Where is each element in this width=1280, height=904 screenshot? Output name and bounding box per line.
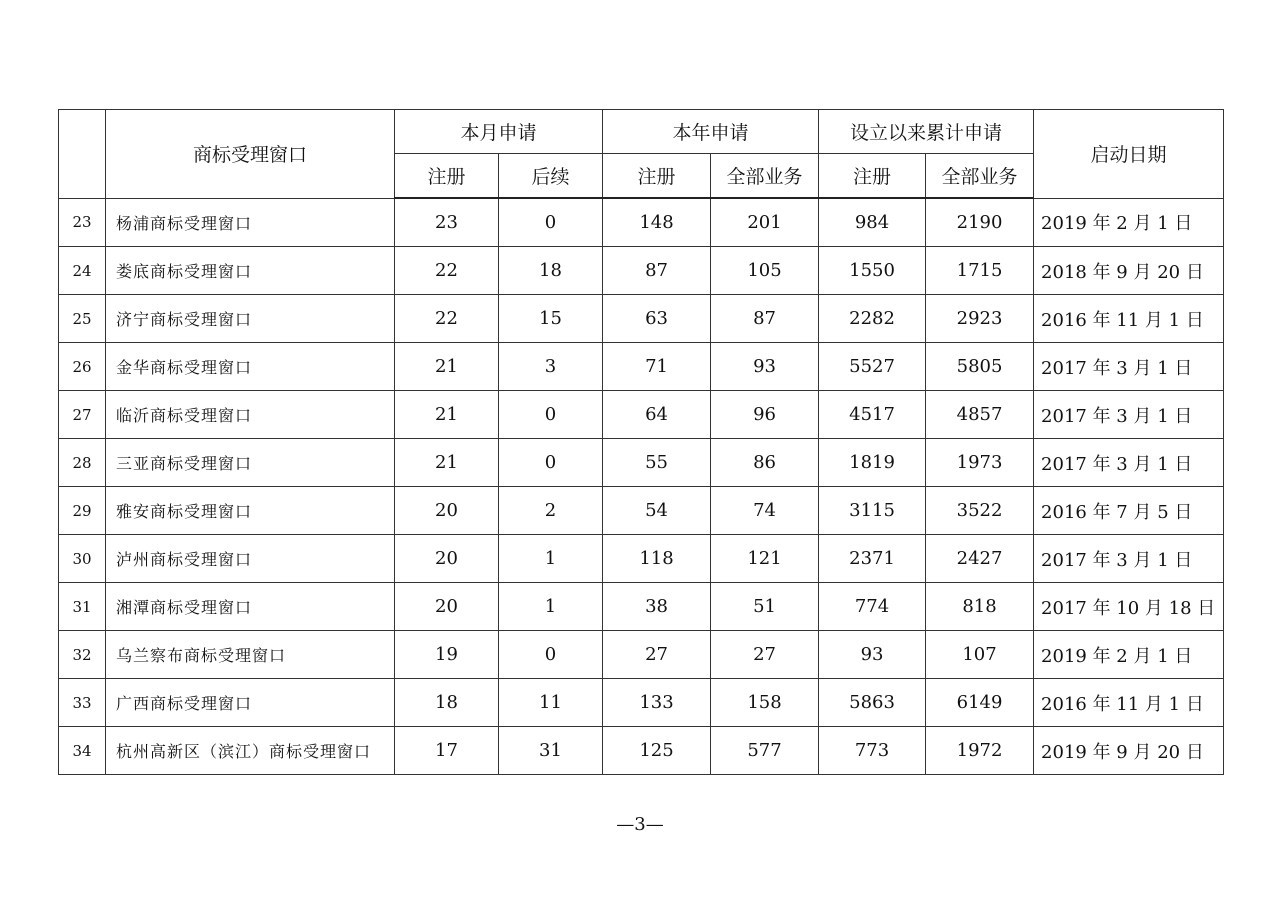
cell-month-register: 20	[395, 487, 499, 535]
cell-cumulative-all: 1973	[926, 439, 1034, 487]
trademark-window-stats-table	[58, 109, 1224, 775]
header-window-name: 商标受理窗口	[106, 110, 395, 199]
cell-cumulative-all: 107	[926, 631, 1034, 679]
cell-index: 34	[59, 727, 106, 775]
cell-start-date: 2016 年 7 月 5 日	[1034, 487, 1224, 535]
cell-start-date: 2017 年 10 月 18 日	[1034, 583, 1224, 631]
table-row	[59, 487, 1224, 535]
cell-year-all: 96	[711, 391, 819, 439]
cell-year-register: 71	[603, 343, 711, 391]
table-row	[59, 535, 1224, 583]
cell-month-followup: 18	[499, 247, 603, 295]
cell-year-all: 51	[711, 583, 819, 631]
cell-window-name: 济宁商标受理窗口	[106, 295, 395, 343]
cell-window-name: 广西商标受理窗口	[106, 679, 395, 727]
cell-cumulative-register: 1819	[819, 439, 926, 487]
cell-month-register: 21	[395, 391, 499, 439]
cell-month-register: 17	[395, 727, 499, 775]
cell-window-name: 湘潭商标受理窗口	[106, 583, 395, 631]
cell-start-date: 2016 年 11 月 1 日	[1034, 679, 1224, 727]
cell-year-register: 133	[603, 679, 711, 727]
cell-cumulative-all: 3522	[926, 487, 1034, 535]
cell-cumulative-all: 1715	[926, 247, 1034, 295]
header-month-applications: 本月申请	[395, 110, 603, 154]
table-row	[59, 295, 1224, 343]
table-row	[59, 391, 1224, 439]
cell-year-all: 158	[711, 679, 819, 727]
cell-month-followup: 31	[499, 727, 603, 775]
cell-index: 31	[59, 583, 106, 631]
cell-year-register: 118	[603, 535, 711, 583]
table-row	[59, 247, 1224, 295]
cell-index: 28	[59, 439, 106, 487]
table-body	[59, 198, 1224, 775]
cell-year-all: 105	[711, 247, 819, 295]
cell-year-register: 38	[603, 583, 711, 631]
cell-month-register: 21	[395, 343, 499, 391]
cell-cumulative-register: 93	[819, 631, 926, 679]
cell-year-register: 87	[603, 247, 711, 295]
cell-cumulative-register: 984	[819, 198, 926, 247]
cell-year-register: 54	[603, 487, 711, 535]
cell-index: 26	[59, 343, 106, 391]
cell-index: 30	[59, 535, 106, 583]
header-cumulative-applications: 设立以来累计申请	[819, 110, 1034, 154]
cell-cumulative-register: 2371	[819, 535, 926, 583]
cell-year-all: 27	[711, 631, 819, 679]
cell-index: 24	[59, 247, 106, 295]
cell-month-register: 22	[395, 247, 499, 295]
cell-year-all: 86	[711, 439, 819, 487]
cell-start-date: 2017 年 3 月 1 日	[1034, 343, 1224, 391]
cell-year-register: 125	[603, 727, 711, 775]
cell-cumulative-all: 5805	[926, 343, 1034, 391]
cell-year-all: 87	[711, 295, 819, 343]
cell-month-register: 18	[395, 679, 499, 727]
cell-month-followup: 15	[499, 295, 603, 343]
cell-cumulative-all: 1972	[926, 727, 1034, 775]
cell-window-name: 杭州高新区（滨江）商标受理窗口	[106, 727, 395, 775]
table-row	[59, 679, 1224, 727]
cell-start-date: 2017 年 3 月 1 日	[1034, 535, 1224, 583]
cell-start-date: 2019 年 2 月 1 日	[1034, 198, 1224, 247]
cell-month-register: 20	[395, 583, 499, 631]
cell-month-register: 19	[395, 631, 499, 679]
cell-start-date: 2017 年 3 月 1 日	[1034, 391, 1224, 439]
cell-start-date: 2019 年 9 月 20 日	[1034, 727, 1224, 775]
cell-month-followup: 11	[499, 679, 603, 727]
cell-month-register: 20	[395, 535, 499, 583]
subheader-cumulative-all: 全部业务	[926, 154, 1034, 199]
cell-cumulative-register: 1550	[819, 247, 926, 295]
cell-cumulative-all: 2923	[926, 295, 1034, 343]
cell-year-register: 55	[603, 439, 711, 487]
cell-cumulative-register: 5863	[819, 679, 926, 727]
cell-month-register: 21	[395, 439, 499, 487]
cell-window-name: 雅安商标受理窗口	[106, 487, 395, 535]
header-row-top	[59, 110, 1224, 154]
table-row	[59, 198, 1224, 247]
cell-cumulative-all: 2190	[926, 198, 1034, 247]
cell-index: 33	[59, 679, 106, 727]
cell-index: 32	[59, 631, 106, 679]
header-start-date: 启动日期	[1034, 110, 1224, 199]
cell-window-name: 娄底商标受理窗口	[106, 247, 395, 295]
header-index	[59, 110, 106, 199]
cell-month-followup: 0	[499, 631, 603, 679]
table-row	[59, 439, 1224, 487]
cell-year-all: 74	[711, 487, 819, 535]
table-row	[59, 631, 1224, 679]
cell-window-name: 乌兰察布商标受理窗口	[106, 631, 395, 679]
cell-cumulative-all: 4857	[926, 391, 1034, 439]
subheader-year-register: 注册	[603, 154, 711, 199]
cell-cumulative-all: 2427	[926, 535, 1034, 583]
header-year-applications: 本年申请	[603, 110, 819, 154]
cell-cumulative-all: 818	[926, 583, 1034, 631]
cell-cumulative-register: 3115	[819, 487, 926, 535]
cell-index: 25	[59, 295, 106, 343]
cell-index: 29	[59, 487, 106, 535]
cell-month-register: 23	[395, 198, 499, 247]
cell-window-name: 杨浦商标受理窗口	[106, 198, 395, 247]
page-number: —3—	[616, 814, 664, 835]
cell-window-name: 临沂商标受理窗口	[106, 391, 395, 439]
cell-month-followup: 0	[499, 198, 603, 247]
cell-year-register: 63	[603, 295, 711, 343]
cell-month-followup: 0	[499, 391, 603, 439]
cell-cumulative-register: 774	[819, 583, 926, 631]
cell-cumulative-all: 6149	[926, 679, 1034, 727]
cell-month-followup: 1	[499, 535, 603, 583]
cell-window-name: 泸州商标受理窗口	[106, 535, 395, 583]
cell-year-all: 93	[711, 343, 819, 391]
cell-cumulative-register: 5527	[819, 343, 926, 391]
subheader-cumulative-register: 注册	[819, 154, 926, 199]
cell-month-followup: 1	[499, 583, 603, 631]
cell-year-all: 121	[711, 535, 819, 583]
cell-window-name: 三亚商标受理窗口	[106, 439, 395, 487]
cell-month-followup: 3	[499, 343, 603, 391]
cell-month-followup: 0	[499, 439, 603, 487]
cell-year-register: 148	[603, 198, 711, 247]
cell-window-name: 金华商标受理窗口	[106, 343, 395, 391]
cell-index: 27	[59, 391, 106, 439]
cell-year-all: 201	[711, 198, 819, 247]
cell-year-register: 27	[603, 631, 711, 679]
cell-start-date: 2019 年 2 月 1 日	[1034, 631, 1224, 679]
cell-cumulative-register: 4517	[819, 391, 926, 439]
table-row	[59, 343, 1224, 391]
cell-year-register: 64	[603, 391, 711, 439]
cell-start-date: 2017 年 3 月 1 日	[1034, 439, 1224, 487]
cell-index: 23	[59, 198, 106, 247]
table-header	[59, 110, 1224, 199]
table-row	[59, 727, 1224, 775]
cell-month-followup: 2	[499, 487, 603, 535]
table-row	[59, 583, 1224, 631]
cell-cumulative-register: 773	[819, 727, 926, 775]
subheader-month-register: 注册	[395, 154, 499, 199]
subheader-year-all: 全部业务	[711, 154, 819, 199]
cell-cumulative-register: 2282	[819, 295, 926, 343]
cell-month-register: 22	[395, 295, 499, 343]
cell-start-date: 2016 年 11 月 1 日	[1034, 295, 1224, 343]
cell-start-date: 2018 年 9 月 20 日	[1034, 247, 1224, 295]
subheader-month-followup: 后续	[499, 154, 603, 199]
cell-year-all: 577	[711, 727, 819, 775]
